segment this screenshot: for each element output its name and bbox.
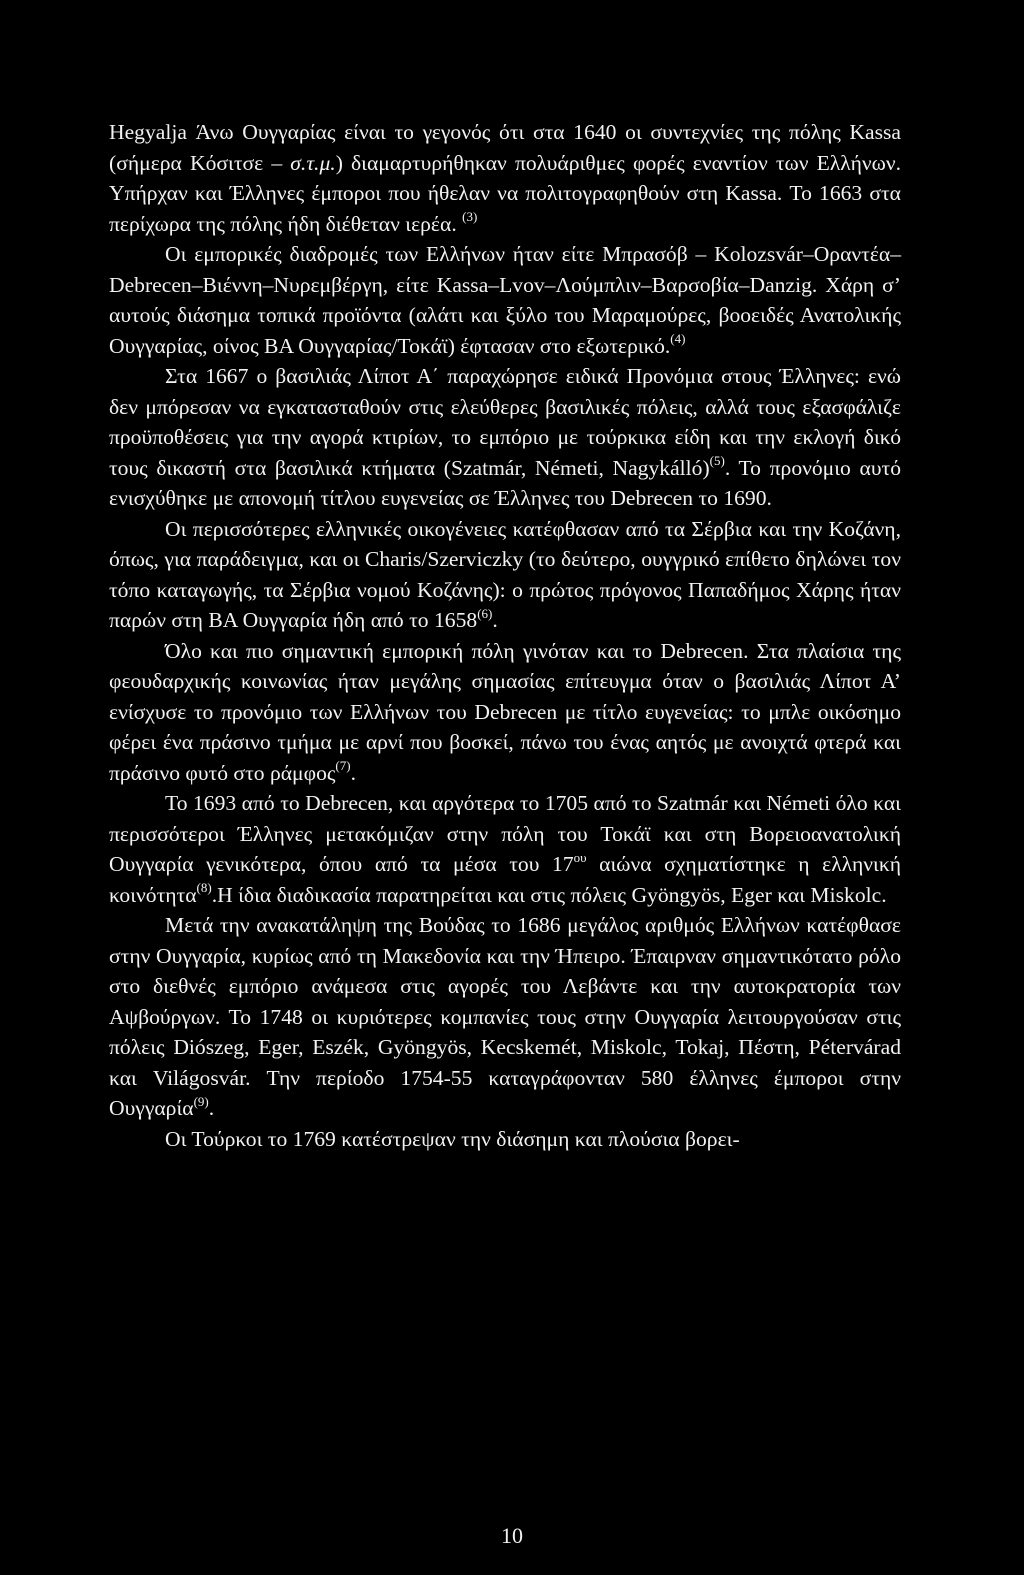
paragraph-4 [109, 514, 901, 636]
paragraph-6 [109, 788, 901, 910]
footnote-marker: (5) [709, 453, 725, 469]
footnote-marker: (7) [335, 758, 351, 774]
paragraph-2 [109, 239, 901, 361]
text-run: Hegyalja Άνω Ουγγαρίας είναι το γεγονός ότι στα 1640 οι συντεχνίες της πόλης Kassa (σήμερα Κόσιτσε – [109, 120, 901, 175]
italic-text: σ.τ.μ. [290, 150, 336, 175]
paragraph-5 [109, 636, 901, 789]
text-run: Στα 1667 ο βασιλιάς Λίποτ Α΄ παραχώρησε ειδικά Προνόμια στους Έλληνες: ενώ δεν μπόρεσαν να εγκατασταθούν στις ελεύθερες βασιλικές πόλεις, αλλά τους εξασφάλιζε προϋποθέσεις για την αγορά κτιρίων, το εμπόριο με τούρκικα είδη και την εκλογή δικό τους δικαστή στα βασιλικά κτήματα (Szatmár, Németi, Nagykálló) [109, 364, 901, 480]
footnote-marker: (9) [193, 1093, 209, 1109]
paragraph-1 [109, 117, 901, 239]
text-run: Το 1693 από το Debrecen, και αργότερα το 1705 από το Szatmár και Németi όλο και περισσότεροι Έλληνες μετακόμιζαν στην πόλη του Τοκάϊ και στη Βορειοανατολική Ουγγαρία γενικότερα, όπου από τα μέσα του 17 [109, 791, 901, 876]
footnote-marker: (6) [477, 605, 493, 621]
paragraph-7 [109, 910, 901, 1124]
text-run: Οι εμπορικές διαδρομές των Ελλήνων ήταν είτε Μπρασόβ – Kolozsvár–Οραντέα–Debrecen–Βιέννη–Νυρεμβέργη, είτε Kassa–Lvov–Λούμπλιν–Βαρσοβία–Danzig. Χάρη σ’ αυτούς διάσημα τοπικά προϊόντα (αλάτι και ξύλο του Μαραμούρες, βοοειδές Ανατολικής Ουγγαρίας, οίνος ΒΑ Ουγγαρίας/Τοκάϊ) έφτασαν στο εξωτερικό. [109, 242, 901, 358]
text-run: Όλο και πιο σημαντική εμπορική πόλη γινόταν και το Debrecen. Στα πλαίσια της φεουδαρχικής κοινωνίας ήταν μεγάλης σημασίας επίτευγμα όταν ο βασιλιάς Λίποτ Α’ ενίσχυσε το προνόμιο των Ελλήνων του Debrecen με τίτλο ευγενείας: το μπλε οικόσημο φέρει ένα πράσινο τμήμα με αρνί που βοσκεί, πάνω του ένας αητός με ανοιχτά φτερά και πράσινο φυτό στο ράμφος [109, 638, 901, 785]
body-text [109, 117, 901, 1154]
text-run: . [350, 760, 356, 785]
text-run: Οι περισσότερες ελληνικές οικογένειες κατέφθασαν από τα Σέρβια και την Κοζάνη, όπως, για παράδειγμα, και οι Charis/Szerviczky (το δεύτερο, ουγγρικό επίθετο δηλώνει τον τόπο καταγωγής, τα Σέρβια νομού Κοζάνης): ο πρώτος πρόγονος Παπαδήμος Χάρης ήταν παρών στη ΒΑ Ουγγαρία ήδη από το 1658 [109, 516, 901, 632]
page-number: 10 [501, 1523, 523, 1548]
footnote-marker: (4) [670, 331, 686, 347]
text-run: ) διαμαρτυρήθηκαν πολυάριθμες φορές εναντίον των Ελλήνων. Υπήρχαν και Έλληνες έμποροι που ήθελαν να πολιτογραφηθούν στη Kassa. Το 1663 στα περίχωρα της πόλης ήδη διέθεταν ιερέα. [109, 150, 901, 236]
text-run: . [208, 1096, 215, 1120]
text-run: αιώνα σχηματίστηκε η ελληνική κοινότητα [109, 852, 901, 907]
text-run: Οι Τούρκοι το 1769 κατέστρεψαν την διάσημη και πλούσια βορει- [165, 1126, 740, 1151]
text-run: . [492, 608, 498, 632]
text-run: Μετά την ανακατάληψη της Βούδας το 1686 μεγάλος αριθμός Ελλήνων κατέφθασε στην Ουγγαρία, κυρίως από τη Μακεδονία και την Ήπειρο. Έπαιρναν σημαντικότατο ρόλο στο διεθνές εμπόριο ανάμεσα στις αγορές του Λεβάντε και την αυτοκρατορία των Αψβούργων. Το 1748 οι κυριότερες κομπανίες τους στην Ουγγαρία λειτουργούσαν στις πόλεις Diószeg, Eger, Eszék, Gyöngyös, Kecskemét, Miskolc, Tokaj, Πέστη, Pétervárad και Világosvár. Την περίοδο 1754-55 καταγράφονταν 580 έλληνες έμποροι στην Ουγγαρία [109, 913, 901, 1120]
footnote-marker: ου [573, 849, 587, 865]
paragraph-8 [109, 1124, 901, 1155]
footnote-marker: (8) [196, 880, 212, 896]
text-run: . Το προνόμιο αυτό ενισχύθηκε με απονομή τίτλου ευγενείας σε Έλληνες του Debrecen το 1690. [109, 455, 901, 510]
footnote-marker: (3) [462, 209, 478, 225]
paragraph-3 [109, 361, 901, 514]
text-run: .Η ίδια διαδικασία παρατηρείται και στις πόλεις Gyöngyös, Eger και Miskolc. [211, 882, 887, 907]
